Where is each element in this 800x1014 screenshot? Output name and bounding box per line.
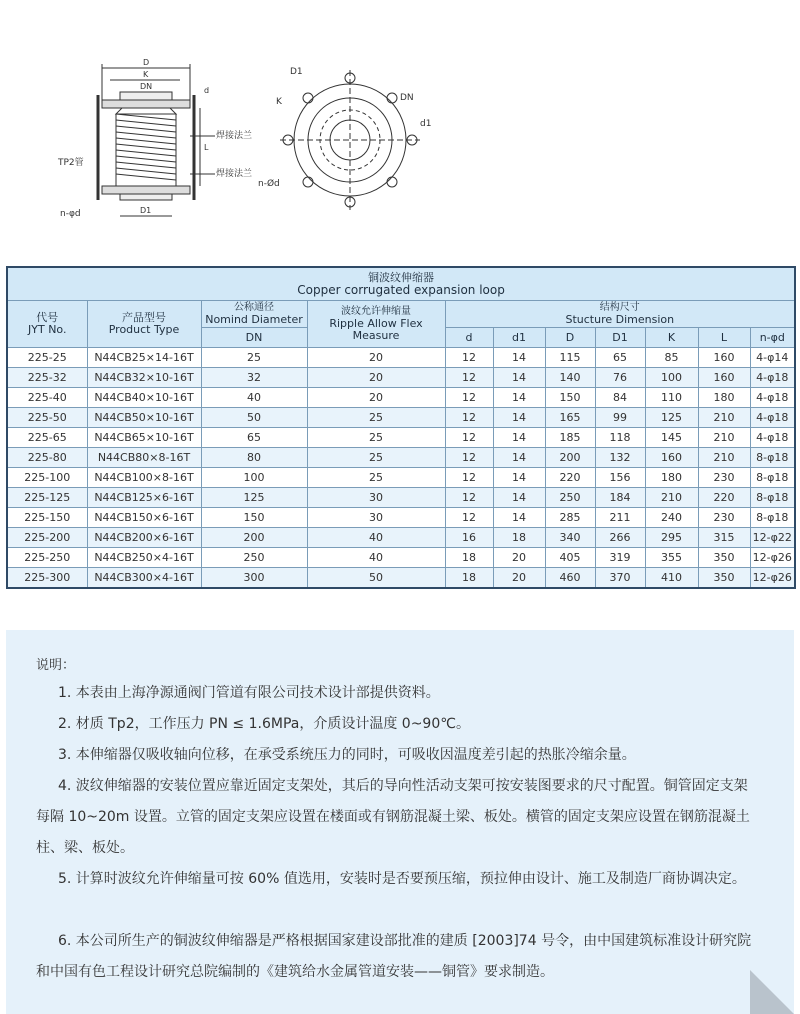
header-dn-en: Nomind Diameter — [205, 313, 303, 326]
notes-title: 说明： — [36, 658, 76, 673]
table-cell: N44CB300×4-16T — [87, 568, 201, 589]
table-cell: 14 — [493, 488, 545, 508]
table-cell: 4-φ18 — [750, 428, 795, 448]
table-cell: 160 — [698, 368, 750, 388]
table-cell: 32 — [201, 368, 307, 388]
table-cell: 285 — [545, 508, 595, 528]
table-row — [7, 468, 795, 488]
table-cell: 18 — [493, 528, 545, 548]
label-DN-front: DN — [400, 93, 414, 103]
note-item-3 — [36, 740, 760, 771]
table-cell: 30 — [307, 508, 445, 528]
table-cell: 180 — [645, 468, 698, 488]
label-n-d: n-φd — [60, 209, 81, 219]
table-cell: 25 — [201, 348, 307, 368]
table-cell: 18 — [445, 548, 493, 568]
table-cell: 14 — [493, 348, 545, 368]
table-cell: 225-125 — [7, 488, 87, 508]
table-row — [7, 368, 795, 388]
table-cell: 4-φ18 — [750, 368, 795, 388]
table-cell: 240 — [645, 508, 698, 528]
side-view-drawing — [98, 64, 215, 216]
spec-table — [6, 266, 796, 589]
header-flex-cn: 波纹允许伸缩量 — [341, 306, 411, 317]
table-title-cn: 铜波纹伸缩器 — [368, 271, 435, 284]
table-cell: N44CB32×10-16T — [87, 368, 201, 388]
table-cell: 12 — [445, 348, 493, 368]
table-cell: 160 — [698, 348, 750, 368]
table-cell: 250 — [201, 548, 307, 568]
table-row — [7, 528, 795, 548]
table-cell: 220 — [545, 468, 595, 488]
table-cell: 125 — [201, 488, 307, 508]
header-structure-en: Stucture Dimension — [565, 313, 675, 326]
table-row — [7, 568, 795, 589]
table-cell: 132 — [595, 448, 645, 468]
table-row — [7, 548, 795, 568]
page-curl-corner — [750, 970, 794, 1014]
table-cell: 230 — [698, 468, 750, 488]
header-flex-en: Ripple Allow Flex Measure — [329, 317, 423, 342]
table-cell: 30 — [307, 488, 445, 508]
table-cell: 165 — [545, 408, 595, 428]
table-cell: 4-φ14 — [750, 348, 795, 368]
table-cell: 14 — [493, 468, 545, 488]
table-cell: 150 — [545, 388, 595, 408]
table-cell: 211 — [595, 508, 645, 528]
header-col-K: K — [645, 328, 698, 348]
header-col-D: D — [545, 328, 595, 348]
note-text-3: 3. 本伸缩器仅吸收轴向位移，在承受系统压力的同时，可吸收因温度差引起的热胀冷缩余量。 — [58, 747, 636, 763]
table-cell: 100 — [201, 468, 307, 488]
table-cell: 118 — [595, 428, 645, 448]
table-cell: 225-150 — [7, 508, 87, 528]
table-cell: N44CB40×10-16T — [87, 388, 201, 408]
table-cell: 20 — [307, 348, 445, 368]
table-cell: 125 — [645, 408, 698, 428]
table-title-en: Copper corrugated expansion loop — [297, 283, 505, 297]
header-code-en: JYT No. — [28, 323, 67, 336]
table-cell: 350 — [698, 568, 750, 589]
label-weld-bottom: 焊接法兰 — [216, 169, 253, 179]
table-cell: N44CB50×10-16T — [87, 408, 201, 428]
note-item-6 — [36, 926, 760, 988]
table-cell: 200 — [201, 528, 307, 548]
table-cell: 410 — [645, 568, 698, 589]
table-cell: 145 — [645, 428, 698, 448]
note-text-5: 5. 计算时波纹允许伸缩量可按 60% 值选用，安装时是否要预压缩，预拉伸由设计、施工及制造厂商协调决定。 — [58, 871, 746, 887]
table-cell: 8-φ18 — [750, 448, 795, 468]
table-cell: N44CB80×8-16T — [87, 448, 201, 468]
table-cell: 14 — [493, 448, 545, 468]
table-cell: 16 — [445, 528, 493, 548]
table-cell: 8-φ18 — [750, 488, 795, 508]
label-D: D — [143, 58, 150, 67]
table-cell: 300 — [201, 568, 307, 589]
table-cell: N44CB25×14-16T — [87, 348, 201, 368]
table-cell: 12 — [445, 488, 493, 508]
table-cell: 12 — [445, 448, 493, 468]
table-cell: 405 — [545, 548, 595, 568]
header-type-cn: 产品型号 — [122, 311, 166, 324]
table-cell: 14 — [493, 388, 545, 408]
table-cell: 18 — [445, 568, 493, 589]
table-cell: 225-200 — [7, 528, 87, 548]
table-cell: 200 — [545, 448, 595, 468]
table-cell: 12 — [445, 508, 493, 528]
table-cell: 210 — [698, 428, 750, 448]
table-cell: 14 — [493, 428, 545, 448]
table-cell: 140 — [545, 368, 595, 388]
table-cell: 12 — [445, 388, 493, 408]
table-cell: 115 — [545, 348, 595, 368]
table-cell: 210 — [698, 408, 750, 428]
table-cell: 12-φ26 — [750, 548, 795, 568]
table-cell: 266 — [595, 528, 645, 548]
label-d1-front: d1 — [420, 119, 432, 129]
table-cell: 110 — [645, 388, 698, 408]
header-dn — [201, 301, 307, 328]
table-cell: 225-100 — [7, 468, 87, 488]
table-cell: 84 — [595, 388, 645, 408]
table-cell: 350 — [698, 548, 750, 568]
note-text-1: 1. 本表由上海净源通阀门管道有限公司技术设计部提供资料。 — [58, 685, 440, 701]
table-row — [7, 508, 795, 528]
table-cell: 185 — [545, 428, 595, 448]
label-tp2: TP2管 — [58, 158, 84, 168]
header-structure-cn: 结构尺寸 — [599, 302, 640, 313]
table-cell: 230 — [698, 508, 750, 528]
table-cell: 319 — [595, 548, 645, 568]
table-cell: 225-80 — [7, 448, 87, 468]
note-text-6: 6. 本公司所生产的铜波纹伸缩器是严格根据国家建设部批准的建质 [2003]74 号令，由中国建筑标准设计研究院和中国有色工程设计研究总院编制的《建筑给水金属管道安装——铜管》要求制造。 — [36, 933, 752, 980]
table-cell: 40 — [307, 528, 445, 548]
note-text-4: 4. 波纹伸缩器的安装位置应靠近固定支架处，其后的导向性活动支架可按安装图要求的尺寸配置。铜管固定支架每隔 10~20m 设置。立管的固定支架应设置在楼面或有钢筋混凝土梁、板处。横管的固定支架应设置在钢筋混凝土柱、梁、板处。 — [36, 778, 750, 856]
table-cell: 50 — [307, 568, 445, 589]
label-D1: D1 — [140, 206, 152, 215]
table-cell: 25 — [307, 468, 445, 488]
label-d: d — [204, 86, 210, 95]
table-body — [7, 348, 795, 589]
table-cell: 20 — [307, 368, 445, 388]
table-cell: 99 — [595, 408, 645, 428]
table-cell: 225-40 — [7, 388, 87, 408]
table-cell: 85 — [645, 348, 698, 368]
table-cell: 340 — [545, 528, 595, 548]
table-cell: 40 — [307, 548, 445, 568]
header-type-en: Product Type — [108, 323, 180, 336]
table-row — [7, 408, 795, 428]
table-cell: 4-φ18 — [750, 408, 795, 428]
table-cell: 12 — [445, 468, 493, 488]
header-code — [7, 301, 87, 348]
table-cell: 40 — [201, 388, 307, 408]
header-col-D1: D1 — [595, 328, 645, 348]
label-D1-front: D1 — [290, 67, 303, 77]
label-weld-top: 焊接法兰 — [216, 131, 253, 141]
table-row — [7, 428, 795, 448]
table-cell: 184 — [595, 488, 645, 508]
table-row — [7, 448, 795, 468]
spec-table-wrapper — [6, 266, 794, 589]
header-code-cn: 代号 — [36, 311, 59, 324]
table-cell: N44CB125×6-16T — [87, 488, 201, 508]
table-cell: 4-φ18 — [750, 388, 795, 408]
table-cell: 12 — [445, 368, 493, 388]
note-item-5 — [36, 864, 760, 895]
table-cell: 8-φ18 — [750, 468, 795, 488]
table-cell: 65 — [595, 348, 645, 368]
label-K-front: K — [276, 97, 282, 107]
header-structure — [445, 301, 795, 328]
note-item-1 — [36, 678, 760, 709]
table-cell: 14 — [493, 408, 545, 428]
bellows-corrugations — [116, 108, 176, 186]
table-cell: 25 — [307, 408, 445, 428]
table-cell: 8-φ18 — [750, 508, 795, 528]
table-cell: 220 — [698, 488, 750, 508]
header-dn-cn: 公称通径 — [234, 302, 274, 313]
table-cell: N44CB65×10-16T — [87, 428, 201, 448]
header-dn-sub: DN — [201, 328, 307, 348]
table-cell: 156 — [595, 468, 645, 488]
table-row — [7, 488, 795, 508]
table-cell: N44CB150×6-16T — [87, 508, 201, 528]
table-cell: 20 — [307, 388, 445, 408]
header-type — [87, 301, 201, 348]
table-cell: 12 — [445, 408, 493, 428]
table-row — [7, 388, 795, 408]
table-cell: 25 — [307, 428, 445, 448]
header-col-d: d — [445, 328, 493, 348]
notes-panel — [6, 630, 794, 1014]
header-flex — [307, 301, 445, 348]
table-cell: 315 — [698, 528, 750, 548]
table-cell: 225-300 — [7, 568, 87, 589]
label-n-d-front: n-Ød — [258, 179, 280, 189]
table-row — [7, 348, 795, 368]
table-title — [7, 267, 795, 301]
table-cell: 20 — [493, 548, 545, 568]
label-K: K — [143, 70, 149, 79]
table-cell: 225-50 — [7, 408, 87, 428]
table-cell: 100 — [645, 368, 698, 388]
table-cell: N44CB200×6-16T — [87, 528, 201, 548]
table-cell: 225-250 — [7, 548, 87, 568]
header-col-n-d: n-φd — [750, 328, 795, 348]
table-cell: 65 — [201, 428, 307, 448]
front-view-drawing — [280, 70, 420, 210]
table-cell: 80 — [201, 448, 307, 468]
label-L: L — [204, 143, 209, 152]
table-cell: 295 — [645, 528, 698, 548]
table-cell: 12-φ22 — [750, 528, 795, 548]
header-col-d1: d1 — [493, 328, 545, 348]
table-cell: 460 — [545, 568, 595, 589]
table-cell: 180 — [698, 388, 750, 408]
table-cell: N44CB100×8-16T — [87, 468, 201, 488]
note-text-2: 2. 材质 Tp2，工作压力 PN ≤ 1.6MPa，介质设计温度 0~90℃。 — [58, 716, 470, 732]
table-cell: 14 — [493, 508, 545, 528]
table-cell: 225-25 — [7, 348, 87, 368]
table-cell: 14 — [493, 368, 545, 388]
table-cell: 50 — [201, 408, 307, 428]
note-item-2 — [36, 709, 760, 740]
table-cell: 76 — [595, 368, 645, 388]
table-cell: 250 — [545, 488, 595, 508]
note-item-4 — [36, 771, 760, 864]
table-cell: 12-φ26 — [750, 568, 795, 589]
table-cell: 160 — [645, 448, 698, 468]
table-cell: 225-32 — [7, 368, 87, 388]
table-cell: 370 — [595, 568, 645, 589]
table-cell: 12 — [445, 428, 493, 448]
technical-drawings — [40, 50, 460, 230]
table-cell: 25 — [307, 448, 445, 468]
table-cell: 20 — [493, 568, 545, 589]
table-cell: 210 — [698, 448, 750, 468]
table-cell: 355 — [645, 548, 698, 568]
table-cell: 150 — [201, 508, 307, 528]
table-cell: N44CB250×4-16T — [87, 548, 201, 568]
table-cell: 210 — [645, 488, 698, 508]
table-cell: 225-65 — [7, 428, 87, 448]
label-DN: DN — [140, 82, 153, 91]
header-col-L: L — [698, 328, 750, 348]
